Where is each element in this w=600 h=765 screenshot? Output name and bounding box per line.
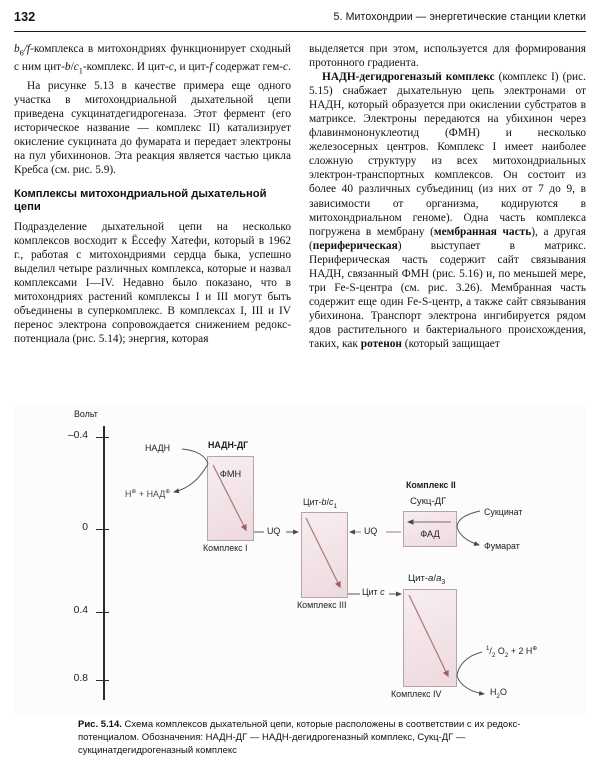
figure-caption-text: Схема комплексов дыхательной цепи, которые расположены в соответствии с их редокс-потенциалом. Обозначения: НАДН-ДГ — НАДН-дегидрогеназный комплекс, Сукц-ДГ — сукцинатдегидрогеназный комплекс xyxy=(78,719,521,757)
paragraph: $b_6/f$-комплекса в митохондриях функционирует сходный с ним цит-$b/c_1$-комплекс. И цит-c, и цит-f содержат гем-c. xyxy=(14,43,291,76)
body-column-right xyxy=(309,42,586,351)
label-oxygen: $^1/_2$ $O_2 + 2$ Н⊕ xyxy=(486,645,538,659)
complex-3-box xyxy=(301,512,348,598)
y-axis-tick xyxy=(96,529,109,530)
label-succ-dh: Сукц-ДГ xyxy=(410,496,447,507)
complex-3-electron-arrow xyxy=(302,513,347,597)
label-complex-4: Комплекс IV xyxy=(391,689,442,699)
y-axis-tick xyxy=(96,680,109,681)
y-axis-tick xyxy=(96,612,109,613)
section-heading: Комплексы митохондриальной дыхательной цепи xyxy=(14,187,267,214)
figure-connectors xyxy=(14,404,586,714)
label-uq-1: UQ xyxy=(267,526,281,536)
label-h-nad: Н⊕ + НАД⊕ xyxy=(125,488,171,499)
label-complex-3: Комплекс III xyxy=(297,600,347,610)
y-axis-line xyxy=(103,426,105,700)
y-axis-tick xyxy=(96,437,109,438)
y-axis-tick-label: 0.4 xyxy=(73,605,88,616)
complex-4-box xyxy=(403,589,457,687)
complex-4-electron-arrow xyxy=(404,590,456,686)
label-cyt-b-c1: Цит-$b/c_1$ xyxy=(303,497,337,510)
label-nadh: НАДН xyxy=(145,443,171,453)
y-axis-tick-label: –0.4 xyxy=(67,430,88,441)
figure-caption xyxy=(78,718,564,757)
paragraph: НАДН-дегидрогеназый комплекс (комплекс I) (рис. 5.15) снабжает дыхательную цепь электронами от НАДН, который образуется при окислении субстратов в матриксе. Электроны передаются на убихинон через флавинмононуклеотид (ФМН) и несколько железосерных центров. Комплекс I имеет наиболее сложную структуру из всех митохондриальных электрон-транспортных комплексов. Он состоит из более 40 различных субъединиц (из них от 7 до 9, в зависимости от организма, кодируются в митохондриальном геноме). Одна часть комплекса погружена в мембрану (мембранная часть), а другая (периферическая) выступает в матрикс. Периферическая часть содержит сайт связывания НАДН, связанный ФМН (рис. 5.16) и, по меньшей мере, три Fe-S-центра (см. рис. 3.26). Мембранная часть содержит еще один Fe-S-центр, а также сайт связывания убихинона. Транспорт электрона ингибируется рядом ядов растительного и бактериального происхождения, таких, как ротенон (который защищает xyxy=(309,71,586,350)
body-column-left xyxy=(14,42,291,346)
label-cyt-a-a3: Цит-$a/a_3$ xyxy=(408,573,446,586)
label-complex-2: Комплекс II xyxy=(406,480,456,490)
label-succinate: Сукцинат xyxy=(484,507,523,517)
paragraph: Подразделение дыхательной цепи на несколько комплексов восходит к Ёссефу Хатефи, который в 1962 г., работая с митохондриями сердца быка, успешно выделил четыре различных комплекса, которые и назвал комплексами I—IV. Недавно было показано, что в митохондриях растений комплексы I и III могут быть объединены в суперкомплекс. В комплексах I, III и IV перенос электрона сопровождается снижением редокс-потенциала (рис. 5.14); энергия, которая xyxy=(14,220,291,346)
figure-frame xyxy=(14,404,586,714)
label-uq-2: UQ xyxy=(364,526,378,536)
label-water: $Н_2O$ xyxy=(490,687,507,700)
paragraph: выделяется при этом, используется для формирования протонного градиента. xyxy=(309,43,586,70)
figure-caption-number: Рис. 5.14. xyxy=(78,719,122,730)
complex-1-box xyxy=(207,456,254,541)
page-number: 132 xyxy=(14,10,36,24)
label-fumarate: Фумарат xyxy=(484,541,520,551)
label-complex-1: Комплекс I xyxy=(203,543,248,553)
axis-title-volt: Вольт xyxy=(74,409,98,419)
y-axis-tick-label: 0 xyxy=(82,522,88,533)
label-nadh-dh: НАДН-ДГ xyxy=(208,440,249,450)
label-fmn: ФМН xyxy=(219,469,242,479)
header-rule xyxy=(14,31,586,32)
figure-5-14 xyxy=(14,404,586,714)
label-fad: ФАД xyxy=(420,529,440,539)
running-head: 5. Митохондрии — энергетические станции клетки xyxy=(333,11,586,23)
label-cyt-c: Цит c xyxy=(362,587,385,597)
complex-2-box xyxy=(403,511,457,547)
y-axis-tick-label: 0.8 xyxy=(73,673,88,684)
paragraph: На рисунке 5.13 в качестве примера еще одного участка в митохондриальной дыхательной цепи приведена сукцинатдегидрогеназа. Этот фермент (его историческое название — комплекс II) катализирует окисление сукцината до фумарата и передает электроны на пул убихинонов. Эта реакция является частью цикла Кребса (см. рис. 5.9). xyxy=(14,79,291,176)
